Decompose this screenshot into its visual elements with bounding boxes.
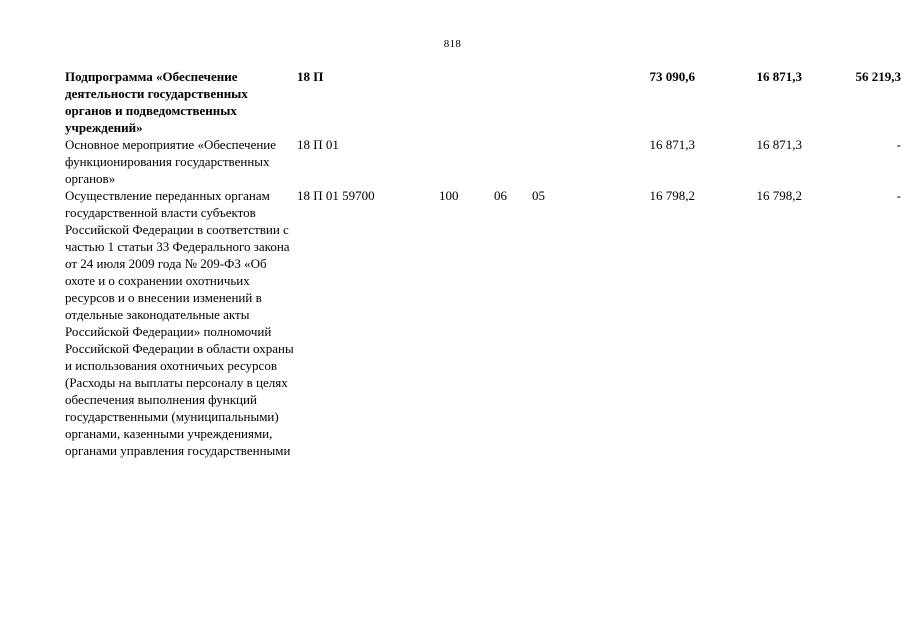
row-expense-type: 100 xyxy=(439,188,459,203)
row-section xyxy=(494,136,532,187)
row-subsection xyxy=(532,136,600,187)
row-expense-type xyxy=(439,136,494,187)
page-number: 818 xyxy=(443,38,462,50)
row-amount-2: 16 871,3 xyxy=(756,137,802,152)
row-name: Основное мероприятие «Обеспечение функционирования государственных органов» xyxy=(65,137,277,186)
table-row-main-activity xyxy=(65,136,901,187)
row-amount-3: 56 219,3 xyxy=(855,69,901,84)
row-target-code: 18 П 01 xyxy=(297,137,339,152)
row-name: Осуществление переданных органам государственной власти субъектов Российской Федерации в соответствии с частью 1 статьи 33 Федерального закона от 24 июля 2009 года № 209-ФЗ «Об охоте и о сохранении охотничьих ресурсов и о внесении изменений в отдельные законодательные акты Российской Федерации» полномочий Российской Федерации в области охраны и использования охотничьих ресурсов (Расходы на выплаты персоналу в целях обеспечения выполнения функций государственными (муниципальными) органами, казенными учреждениями, органами управления государственными xyxy=(65,188,294,458)
table-row-expense xyxy=(65,187,901,459)
row-amount-3: - xyxy=(896,188,901,203)
row-amount-1: 73 090,6 xyxy=(649,69,695,84)
row-amount-1: 16 871,3 xyxy=(649,137,695,152)
row-subsection xyxy=(532,68,600,136)
row-amount-2: 16 871,3 xyxy=(756,69,802,84)
table-row-subprogram xyxy=(65,68,901,136)
row-name: Подпрограмма «Обеспечение деятельности государственных органов и подведомственных учреждений» xyxy=(65,69,248,135)
budget-table xyxy=(65,68,901,459)
row-target-code: 18 П xyxy=(297,69,324,84)
row-amount-1: 16 798,2 xyxy=(649,188,695,203)
row-expense-type xyxy=(439,68,494,136)
row-amount-3: - xyxy=(896,137,901,152)
row-section xyxy=(494,68,532,136)
row-target-code: 18 П 01 59700 xyxy=(297,188,375,203)
row-subsection: 05 xyxy=(532,188,545,203)
row-section: 06 xyxy=(494,188,507,203)
row-amount-2: 16 798,2 xyxy=(756,188,802,203)
